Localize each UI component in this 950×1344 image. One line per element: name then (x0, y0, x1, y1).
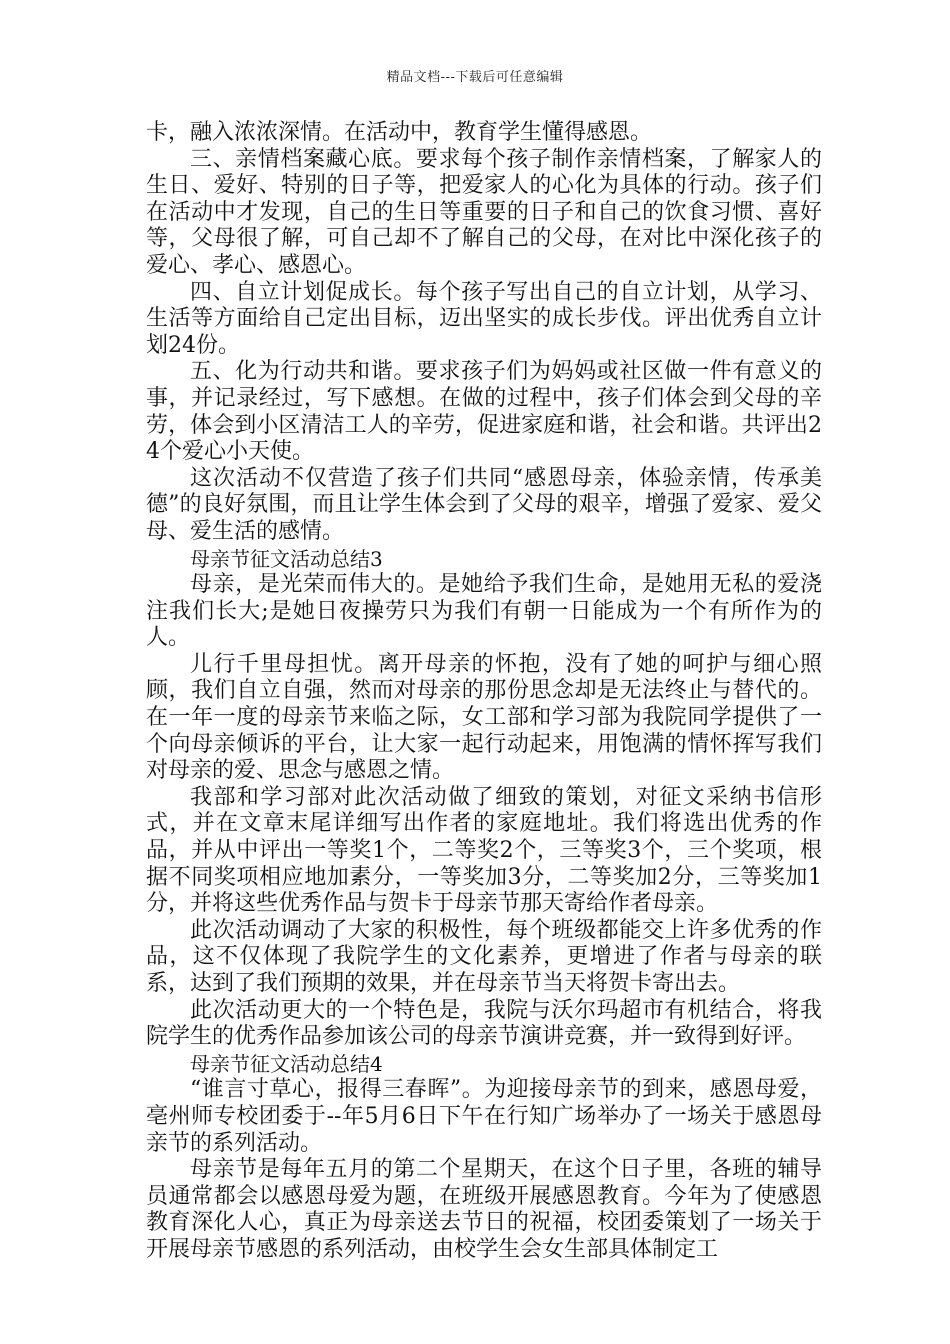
paragraph-feature: 此次活动更大的一个特色是，我院与沃尔玛超市有机结合，将我院学生的优秀作品参加该公司的母亲节演讲竞赛，并一致得到好评。 (146, 997, 822, 1050)
page-header: 精品文档---下载后可任意编辑 (386, 70, 564, 85)
section-heading-3: 母亲节征文活动总结3 (190, 546, 383, 571)
document-body (146, 120, 822, 1264)
paragraph-self-reliance-plan: 四、自立计划促成长。每个孩子写出自己的自立计划，从学习、生活等方面给自己定出目标，迈出坚实的成长步伐。评出优秀自立计划24份。 (146, 279, 822, 358)
paragraph-mother-worry: 儿行千里母担忧。离开母亲的怀抱，没有了她的呵护与细心照顾，我们自立自强，然而对母亲的那份思念却是无法终止与替代的。在一年一度的母亲节来临之际，女工部和学习部为我院同学提供了一个向母亲倾诉的平台，让大家一起行动起来，用饱满的情怀挥写我们对母亲的爱、思念与感恩之情。 (146, 651, 822, 784)
section-heading-4: 母亲节征文活动总结4 (190, 1051, 383, 1076)
paragraph-continuation: 卡，融入浓浓深情。在活动中，教育学生懂得感恩。 (146, 120, 653, 145)
paragraph-mother-intro: 母亲，是光荣而伟大的。是她给予我们生命，是她用无私的爱浇注我们长大;是她日夜操劳只为我们有朝一日能成为一个有所作为的人。 (146, 572, 822, 651)
paragraph-quote-intro: “谁言寸草心，报得三春晖”。为迎接母亲节的到来，感恩母爱，亳州师专校团委于--年5月6日下午在行知广场举办了一场关于感恩母亲节的系列活动。 (146, 1077, 822, 1156)
paragraph-mothers-day: 母亲节是每年五月的第二个星期天，在这个日子里，各班的辅导员通常都会以感恩母爱为题，在班级开展感恩教育。今年为了使感恩教育深化人心，真正为母亲送去节日的祝福，校团委策划了一场关于开展母亲节感恩的系列活动，由校学生会女生部具体制定工 (146, 1157, 822, 1262)
paragraph-activity-summary: 这次活动不仅营造了孩子们共同“感恩母亲，体验亲情，传承美德”的良好氛围，而且让学生体会到了父母的艰辛，增强了爱家、爱父母、爱生活的感情。 (146, 465, 822, 544)
paragraph-enthusiasm: 此次活动调动了大家的积极性，每个班级都能交上许多优秀的作品，这不仅体现了我院学生的文化素养，更增进了作者与母亲的联系，达到了我们预期的效果，并在母亲节当天将贺卡寄出去。 (146, 917, 822, 996)
paragraph-planning: 我部和学习部对此次活动做了细致的策划，对征文采纳书信形式，并在文章末尾详细写出作者的家庭地址。我们将选出优秀的作品，并从中评出一等奖1个，二等奖2个，三等奖3个，三个奖项，根据不同奖项相应地加素分，一等奖加3分，二等奖加2分，三等奖加1分，并将这些优秀作品与贺卡于母亲节那天寄给作者母亲。 (146, 784, 822, 917)
paragraph-action-harmony: 五、化为行动共和谐。要求孩子们为妈妈或社区做一件有意义的事，并记录经过，写下感想。在做的过程中，孩子们体会到父母的辛劳，体会到小区清洁工人的辛劳，促进家庭和谐，社会和谐。共评出24个爱心小天使。 (146, 359, 822, 465)
paragraph-family-archive: 三、亲情档案藏心底。要求每个孩子制作亲情档案，了解家人的生日、爱好、特别的日子等，把爱家人的心化为具体的行动。孩子们在活动中才发现，自己的生日等重要的日子和自己的饮食习惯、喜好等，父母很了解，可自己却不了解自己的父母，在对比中深化孩子的爱心、孝心、感恩心。 (146, 146, 822, 278)
